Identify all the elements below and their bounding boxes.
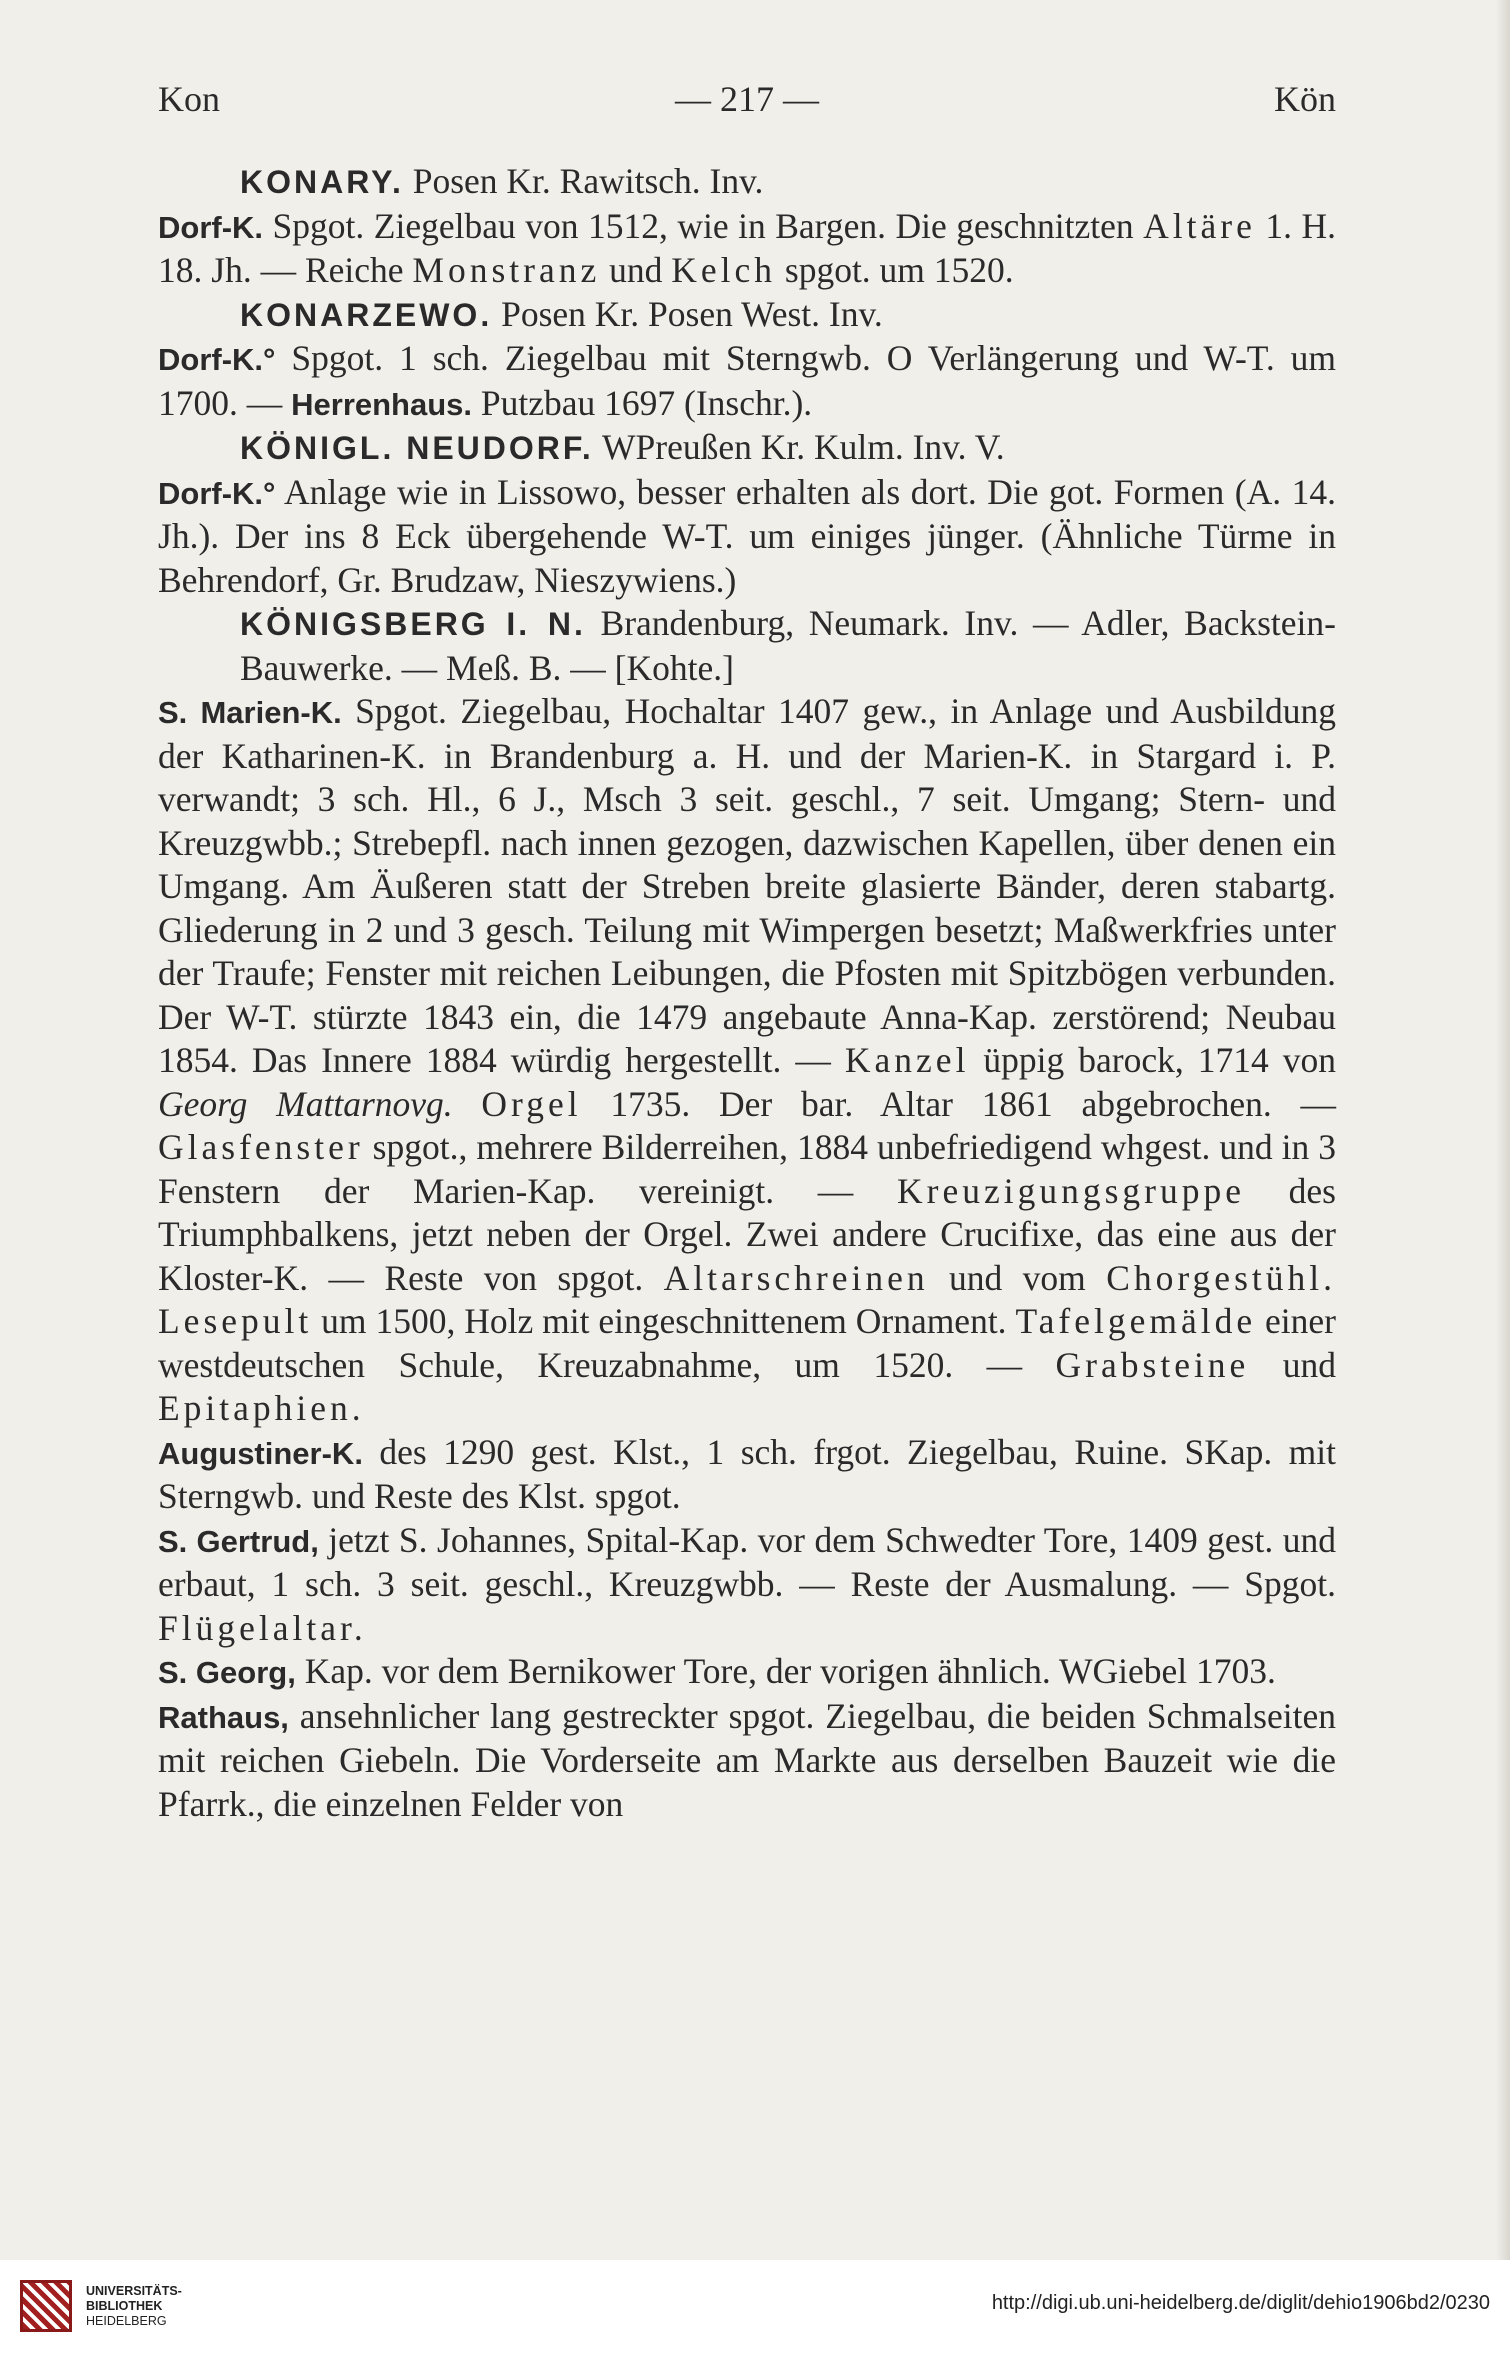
library-footer bbox=[0, 2260, 1510, 2370]
entry-heading: KÖNIGL. NEUDORF. bbox=[240, 430, 594, 466]
entry-text: WPreußen Kr. Kulm. Inv. V. bbox=[593, 427, 1005, 467]
spaced-term: Altarschreinen bbox=[663, 1257, 929, 1298]
library-logo-icon bbox=[20, 2280, 72, 2332]
running-header bbox=[158, 78, 1336, 128]
entry-koenigsberg bbox=[158, 602, 1336, 690]
entry-text: und bbox=[1249, 1344, 1337, 1385]
entry-rathaus bbox=[158, 1695, 1336, 1827]
entry-subheading: Dorf-K. bbox=[158, 209, 264, 245]
entry-augustinerkirche bbox=[158, 1431, 1336, 1519]
entry-marienkirche bbox=[158, 690, 1336, 1431]
entry-heading: KONARZEWO. bbox=[240, 296, 493, 333]
entry-text: spgot., mehrere Bilderreihen, 1884 unbefriedigend whgest. und in 3 Fenstern der Marien-Kap. vereinigt. — bbox=[158, 1127, 1336, 1211]
entry-subheading: S. Marien-K. bbox=[158, 695, 342, 730]
spaced-term: Altäre bbox=[1143, 205, 1256, 246]
spaced-term: Chorgestühl. bbox=[1106, 1257, 1336, 1298]
entry-text: 1735. Der bar. Altar 1861 abgebrochen. — bbox=[581, 1083, 1336, 1124]
entry-text: Putzbau 1697 (Inschr.). bbox=[472, 382, 813, 423]
spaced-term: Kreuzigungsgruppe bbox=[896, 1170, 1245, 1211]
library-name-line1: UNIVERSITÄTS- bbox=[86, 2284, 182, 2298]
entry-text: spgot. um 1520. bbox=[776, 250, 1014, 290]
entry-text: einer westdeutschen Schule, Kreuzabnahme, um 1520. — bbox=[158, 1301, 1336, 1385]
entry-heading: KONARY. bbox=[240, 164, 404, 200]
entry-konarzewo-dorfkirche bbox=[158, 337, 1336, 426]
spaced-term: Epitaphien. bbox=[158, 1388, 365, 1428]
page-number: — 217 — bbox=[675, 79, 819, 119]
page-edge-shadow bbox=[1496, 0, 1510, 2260]
entry-text: Posen Kr. Rawitsch. Inv. bbox=[403, 161, 764, 201]
entry-text bbox=[453, 1084, 482, 1124]
source-url-link[interactable]: http://digi.ub.uni-heidelberg.de/diglit/dehio1906bd2/0230 bbox=[991, 2292, 1490, 2314]
entry-konarzewo bbox=[158, 293, 1336, 338]
entry-subheading: Dorf-K.° bbox=[158, 475, 276, 511]
entry-text: und bbox=[600, 250, 672, 290]
spaced-term: Orgel bbox=[481, 1083, 582, 1124]
library-name bbox=[86, 2284, 182, 2329]
entry-text: Spgot. Ziegelbau, Hochaltar 1407 gew., in Anlage und Ausbildung der Katharinen-K. in Brandenburg a. H. und der Marien-K. in Stargard i. P. verwandt; 3 sch. Hl., 6 J., Msch 3 seit. geschl., 7 seit. Umgang; Stern- und Kreuzgwbb.; Strebepfl. nach innen gezogen, dazwischen Kapellen, über denen ein Umgang. Am Äußeren statt der Streben breite glasierte Bänder, deren stabartg. Gliederung in 2 und 3 gesch. Teilung mit Wimpergen besetzt; Maßwerkfries unter der Traufe; Fenster mit reichen Leibungen, die Pfosten mit Spitzbögen verbunden. Der W-T. stürzte 1843 ein, die 1479 angebaute Anna-Kap. zerstörend; Neubau 1854. Das Innere 1884 würdig hergestellt. — bbox=[158, 691, 1336, 1080]
entry-text: des Triumphbalkens, jetzt neben der Orgel. Zwei andere Crucifixe, das eine aus der Kloster-K. — Reste von spgot. bbox=[158, 1170, 1336, 1298]
entry-subheading: Herrenhaus. bbox=[291, 386, 473, 422]
entry-subheading: S. Georg, bbox=[158, 1655, 296, 1690]
entry-text: jetzt S. Johannes, Spital-Kap. vor dem Schwedter Tore, 1409 gest. und erbaut, 1 sch. 3 seit. geschl., Kreuzgwbb. — Reste der Ausmalung. — Spgot. bbox=[158, 1519, 1336, 1604]
entry-subheading: Augustiner-K. bbox=[158, 1435, 363, 1471]
header-right: Kön bbox=[1274, 79, 1336, 119]
entry-koenigl-neudorf bbox=[158, 426, 1336, 471]
spaced-term: Lesepult bbox=[158, 1301, 313, 1341]
body-text bbox=[158, 160, 1336, 1826]
entry-text: Posen Kr. Posen West. Inv. bbox=[492, 293, 883, 334]
entry-heading: KÖNIGSBERG I. N. bbox=[240, 606, 586, 642]
library-name-line3: HEIDELBERG bbox=[86, 2314, 167, 2328]
entry-text: Kap. vor dem Bernikower Tore, der vorigen ähnlich. WGiebel 1703. bbox=[295, 1651, 1276, 1691]
library-name-line2: BIBLIOTHEK bbox=[86, 2299, 163, 2313]
spaced-term: Kelch bbox=[671, 250, 776, 290]
entry-text: um 1500, Holz mit eingeschnittenem Ornament. bbox=[312, 1301, 1016, 1341]
entry-konary-dorfkirche bbox=[158, 205, 1336, 293]
entry-text: üppig barock, 1714 von bbox=[969, 1040, 1337, 1080]
entry-text: des 1290 gest. Klst., 1 sch. frgot. Ziegelbau, Ruine. SKap. mit Sterngwb. und Reste des Klst. spgot. bbox=[158, 1431, 1336, 1516]
spaced-term: Monstranz bbox=[412, 250, 601, 290]
spaced-term: Tafelgemälde bbox=[1015, 1301, 1257, 1341]
entry-subheading: Dorf-K.° bbox=[158, 342, 276, 377]
entry-gertrud bbox=[158, 1519, 1336, 1651]
entry-text: 1. H. 18. Jh. — Reiche bbox=[158, 205, 1336, 290]
entry-text: ansehnlicher lang gestreckter spgot. Ziegelbau, die beiden Schmalseiten mit reichen Giebeln. Die Vorderseite am Markte aus derselben Bauzeit wie die Pfarrk., die einzelnen Felder von bbox=[158, 1695, 1336, 1824]
entry-georg bbox=[158, 1650, 1336, 1695]
entry-subheading: Rathaus, bbox=[158, 1699, 289, 1735]
entry-koenigl-neudorf-dorfkirche bbox=[158, 471, 1336, 603]
entry-text: und vom bbox=[928, 1257, 1107, 1298]
header-left: Kon bbox=[158, 79, 220, 119]
entry-text: Anlage wie in Lissowo, besser erhalten als dort. Die got. Formen (A. 14. Jh.). Der ins 8 Eck übergehende W-T. um einiges jünger. (Ähnliche Türme in Behrendorf, Gr. Brudzaw, Nieszywiens.) bbox=[158, 471, 1336, 600]
entry-text: Spgot. Ziegelbau von 1512, wie in Bargen. Die geschnitzten bbox=[263, 205, 1144, 246]
entry-text: Brandenburg, Neumark. Inv. — Adler, Backstein-Bauwerke. — Meß. B. — [Kohte.] bbox=[240, 603, 1336, 688]
entry-text: Spgot. 1 sch. Ziegelbau mit Sterngwb. O Verlängerung und W-T. um 1700. — bbox=[158, 338, 1336, 423]
italic-name: Georg Mattarnovg. bbox=[158, 1083, 453, 1124]
entry-subheading: S. Gertrud, bbox=[158, 1523, 319, 1559]
spaced-term: Flügelaltar. bbox=[158, 1607, 367, 1648]
spaced-term: Grabsteine bbox=[1055, 1344, 1250, 1385]
spaced-term: Glasfenster bbox=[158, 1127, 364, 1167]
entry-konary bbox=[158, 160, 1336, 205]
spaced-term: Kanzel bbox=[844, 1040, 970, 1080]
